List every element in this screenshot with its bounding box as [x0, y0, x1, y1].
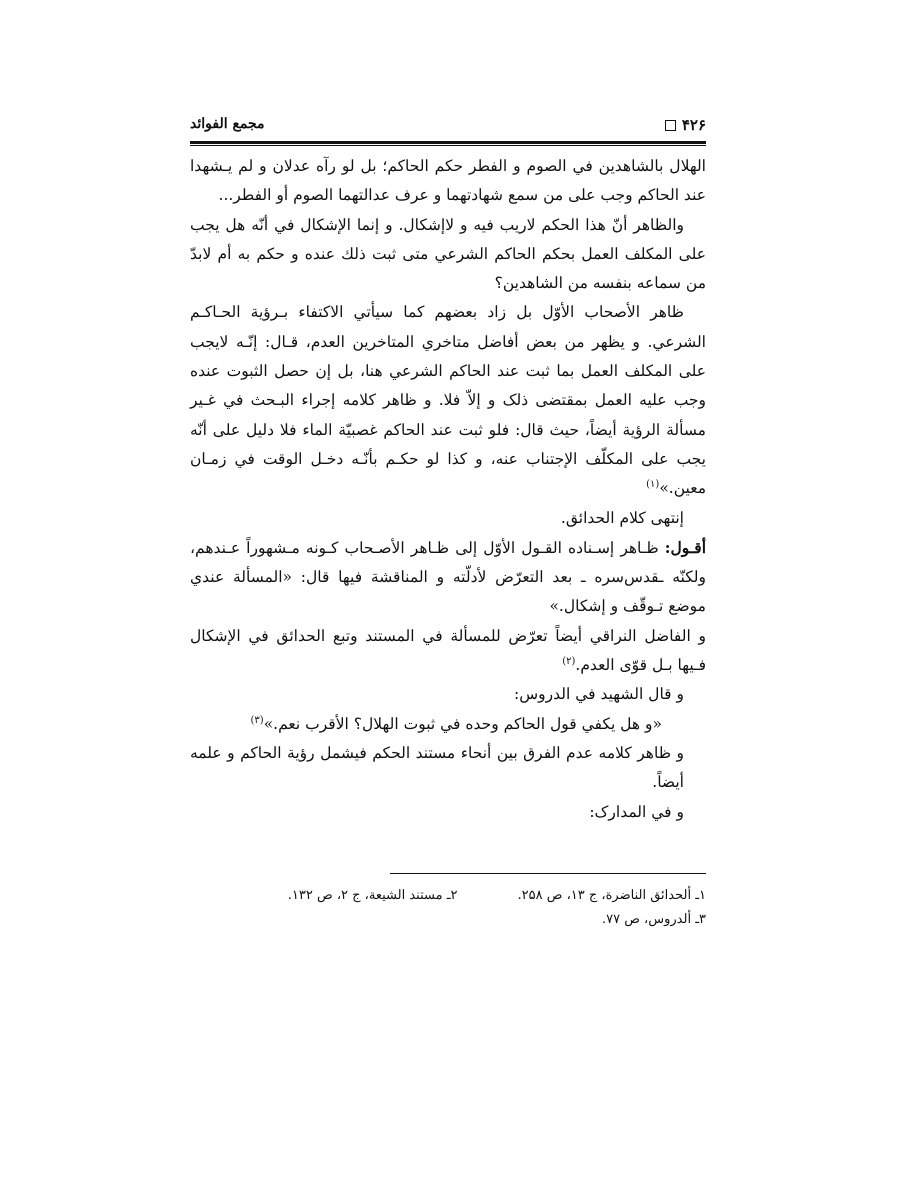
header-rule-thick [190, 141, 706, 144]
footnote-rule [390, 873, 706, 874]
paragraph-4: إنتهى كلام الحدائق. [560, 508, 684, 527]
footnotes [190, 884, 706, 932]
running-header [190, 114, 706, 140]
footnote-row-1 [190, 884, 706, 908]
paragraph-7: و قال الشهيد في الدروس: [513, 685, 684, 704]
paragraph-2: والظاهر أنّ هذا الحكم لاريب فيه و لاإشكال. و إنما الإشكال في أنّه هل يجب على المكلف العمل بحكم الحاكم الشرعي متى ثبت ذلك عنده و حكم به أم لابدّ من سماعه بنفسه من الشاهدين؟ [190, 215, 706, 293]
paragraph-8 [190, 710, 706, 739]
footnote-2: ۲ـ مستند الشيعة، ج ۲، ص ۱۳۲. [287, 888, 458, 903]
paragraph-9: و ظاهر كلامه عدم الفرق بين أنحاء مستند الحكم فيشمل رؤية الحاكم و علمه أيضاً. [190, 743, 684, 792]
footnote-ref-2: (۲) [562, 656, 576, 668]
footnote-ref-1: (۱) [646, 479, 660, 491]
paragraph-6 [190, 622, 706, 681]
footnote-1: ۱ـ ألحدائق الناضرة، ج ۱۳، ص ۲۵۸. [517, 888, 706, 903]
paragraph-10: و في المدارک: [589, 802, 684, 821]
paragraph-5-text: ظـاهر إسـناده القـول الأوّل إلى ظـاهر الأصـحاب كـونه مـشهوراً عـندهم، ولكنّه ـقدس‌سره ـ بعد التعرّض لأدلّته و المناقشة فيها قال: «المسألة عندي موضع تـوقّف و إشكال.» [190, 538, 706, 616]
book-title: مجمع الفوائد [190, 116, 265, 132]
paragraph-3-text: ظاهر الأصحاب الأوّل بل زاد بعضهم كما سيأتي الاكتفاء بـرؤية الحـاكـم الشرعي. و يظهر من بعض أفاضل متاخري المتاخرين العدم، قـال: إنّـه لايجب على المكلف العمل بما ثبت عند الحاكم الشرعي هنا، بل إن حصل الثبوت عنده وجب عليه العمل بمقتضى ذلک و إلاّ فلا. و ظاهر كلامه إجراء البـحث في غـير مسألة الرؤية أيضاً، حيث قال: فلو ثبت عند الحاكم غصبيّة الماء فلا دليل على أنّه يجب على المكلّف الإجتناب عنه، و كذا لو حكـم بأنّـه دخـل الوقت في زمـان معين.» [190, 303, 706, 498]
paragraph-8-text: «و هل يكفي قول الحاكم وحده في ثبوت الهلال؟ الأقرب نعم.» [263, 714, 662, 733]
paragraph-5-lead: أقـول: [664, 537, 706, 557]
paragraph-5 [190, 533, 706, 622]
footnote-row-2 [190, 908, 706, 932]
paragraph-6-text: و الفاضل النراقي أيضاً تعرّض للمسألة في المستند وتبع الحدائق في الإشكال فـيها بـل قوّى العدم. [190, 626, 706, 675]
main-text [190, 152, 706, 827]
footnote-ref-3: (۳) [250, 714, 264, 726]
square-ornament-icon [665, 120, 676, 131]
paragraph-3 [190, 298, 706, 503]
header-rule-thin [190, 145, 706, 146]
page-number-group [665, 116, 706, 134]
footnote-3: ۳ـ ألدروس، ص ۷۷. [601, 912, 706, 927]
paragraph-1: الهلال بالشاهدين في الصوم و الفطر حكم الحاكم؛ بل لو رآه عدلان و لم يـشهدا عند الحاكم وجب على من سمع شهادتهما و عرف عدالتهما الصوم أو الفطر... [190, 157, 706, 205]
page-number: ۴۲۶ [681, 116, 706, 134]
